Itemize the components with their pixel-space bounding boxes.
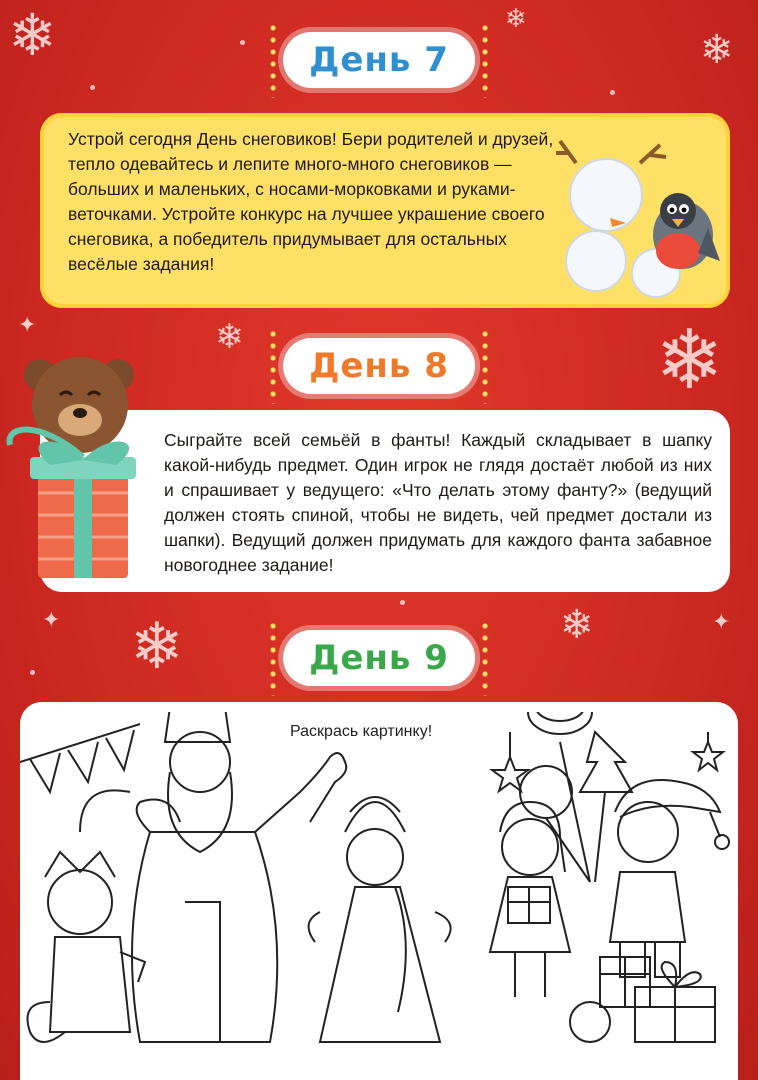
snowflake-icon: ❄ <box>655 313 724 408</box>
day8-badge-label: День 8 <box>309 346 449 386</box>
snowflake-icon: ✦ <box>18 313 37 338</box>
snowflake-icon: ❄ <box>560 602 594 648</box>
day9-badge-label: День 9 <box>309 638 449 678</box>
day8-badge <box>283 338 475 394</box>
day7-badge <box>283 32 475 88</box>
coloring-picture <box>20 712 738 1072</box>
snowman-bullfinch-illustration <box>548 123 723 298</box>
day7-badge-label: День 7 <box>309 40 449 80</box>
snowflake-icon: ❄ <box>700 27 734 73</box>
day8-text: Сыграйте всей семьёй в фанты! Каждый складывает в шапку какой-нибудь предмет. Один игрок не глядя достаёт любой из них и спрашивает у ведущего: «Что делать этому фанту?» (ведущий должен стоять спиной, чтобы не видеть, чей предмет достали из шапки). Ведущий должен придумать для каждого фанта забавное новогоднее задание! <box>164 430 712 575</box>
snowflake-icon: ❄ <box>8 1 57 69</box>
day9-caption: Раскрась картинку! <box>290 723 433 740</box>
day9-badge <box>283 630 475 686</box>
day7-card <box>40 113 730 308</box>
star-icon: ✦ <box>42 608 61 633</box>
snowflake-icon: ❄ <box>215 317 244 357</box>
star-icon: ✦ <box>712 610 731 635</box>
snowflake-icon: ❄ <box>130 610 184 684</box>
day7-text: Устрой сегодня День снеговиков! Бери родителей и друзей, тепло одевайтесь и лепите много-много снеговиков — больших и маленьких, с носами-морковками и руками-веточками. Устройте конкурс на лучшее украшение своего снеговика, а победитель придумывает для остальных весёлые задания! <box>68 129 554 274</box>
snowflake-icon: ❄ <box>505 4 527 34</box>
teddy-gift-illustration <box>0 345 170 585</box>
